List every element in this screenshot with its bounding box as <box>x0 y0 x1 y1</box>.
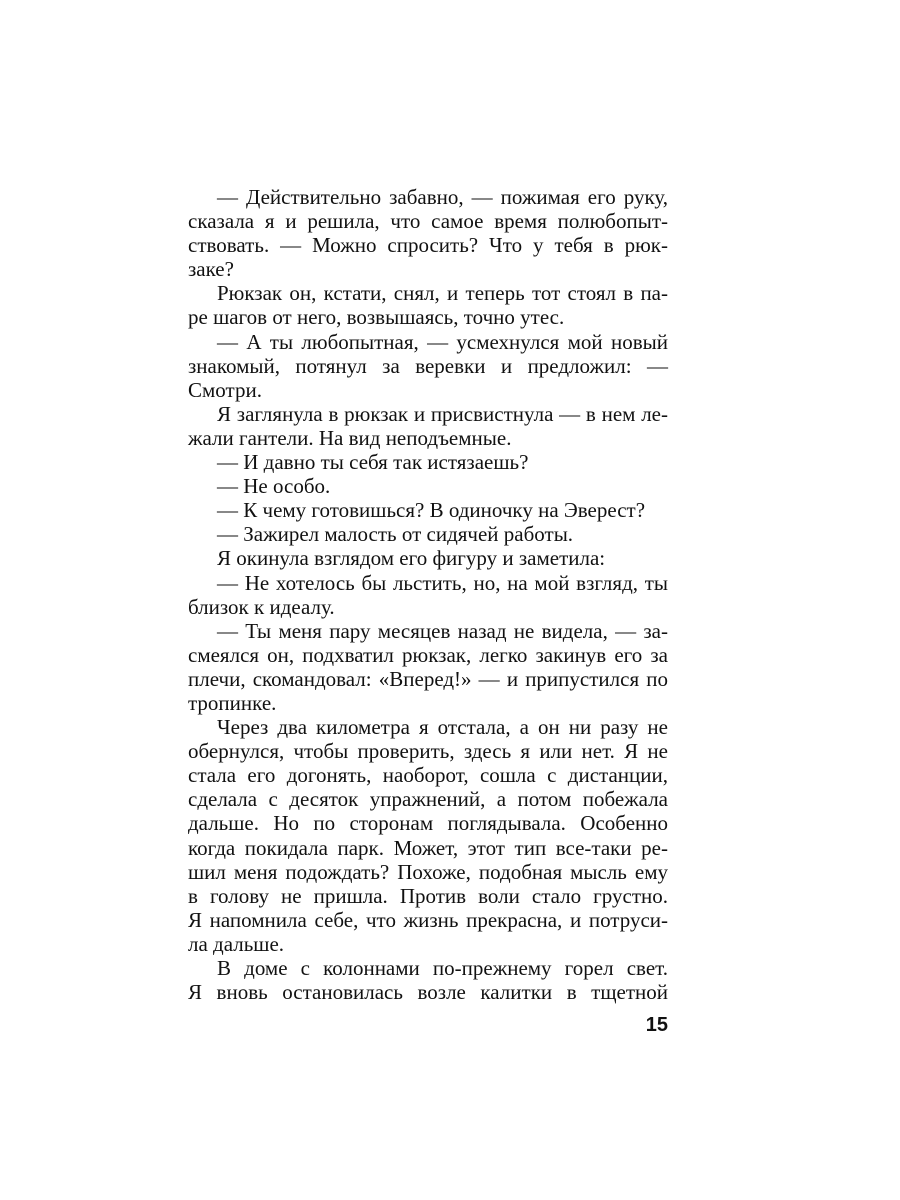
text-line: Через два километра я отстала, а он ни разу не <box>217 715 668 740</box>
text-line: — Ты меня пару месяцев назад не видела, — за- <box>217 618 668 643</box>
text-line: Рюкзак он, кстати, снял, и теперь тот стоял в па- <box>217 281 668 306</box>
text-line: плечи, скомандовал: «Вперед!» — и припустился по <box>188 666 668 691</box>
text-line: жали гантели. На вид неподъемные. <box>188 425 512 450</box>
text-line: Я напомнила себе, что жизнь прекрасна, и потруси- <box>188 907 668 932</box>
text-line: ла дальше. <box>188 931 285 956</box>
text-line: В доме с колоннами по-прежнему горел свет. <box>217 956 668 980</box>
text-line: — К чему готовишься? В одиночку на Эверест? <box>217 498 646 523</box>
text-line: Я окинула взглядом его фигуру и заметила: <box>217 546 606 571</box>
text-line: дальше. Но по сторонам поглядывала. Особенно <box>188 811 668 836</box>
text-line: сделала с десяток упражнений, а потом побежала <box>188 787 668 812</box>
text-line: сказала я и решила, что самое время полюбопыт- <box>188 209 668 234</box>
text-line: — Зажирел малость от сидячей работы. <box>217 522 574 547</box>
body-text <box>188 185 668 1004</box>
text-line: тропинке. <box>188 690 277 715</box>
text-line: Смотри. <box>188 377 262 402</box>
text-line: — И давно ты себя так истязаешь? <box>217 450 529 475</box>
text-line: знакомый, потянул за веревки и предложил: — <box>188 353 668 378</box>
text-line: когда покидала парк. Может, этот тип все-таки ре- <box>188 835 668 860</box>
text-line: в голову не пришла. Против воли стало грустно. <box>188 883 668 908</box>
text-line: ствовать. — Можно спросить? Что у тебя в рюк- <box>188 233 668 258</box>
text-line: смеялся он, подхватил рюкзак, легко закинув его за <box>188 642 668 667</box>
text-line: заке? <box>188 257 234 282</box>
text-line: обернулся, чтобы проверить, здесь я или нет. Я не <box>188 739 668 764</box>
text-line: стала его догонять, наоборот, сошла с дистанции, <box>188 763 668 788</box>
text-line: Я вновь остановилась возле калитки в тщетной <box>188 980 668 1005</box>
text-line: шил меня подождать? Похоже, подобная мысль ему <box>188 859 668 884</box>
text-line: — Не особо. <box>217 474 331 499</box>
text-line: — Действительно забавно, — пожимая его руку, <box>217 185 668 209</box>
text-line: — А ты любопытная, — усмехнулся мой новый <box>217 329 668 354</box>
text-line: Я заглянула в рюкзак и присвистнула — в нем ле- <box>217 401 668 426</box>
text-line: близок к идеалу. <box>188 594 335 619</box>
text-line: ре шагов от него, возвышаясь, точно утес. <box>188 305 565 330</box>
page-number: 15 <box>645 1014 668 1036</box>
text-line: — Не хотелось бы льстить, но, на мой взгляд, ты <box>217 570 668 595</box>
